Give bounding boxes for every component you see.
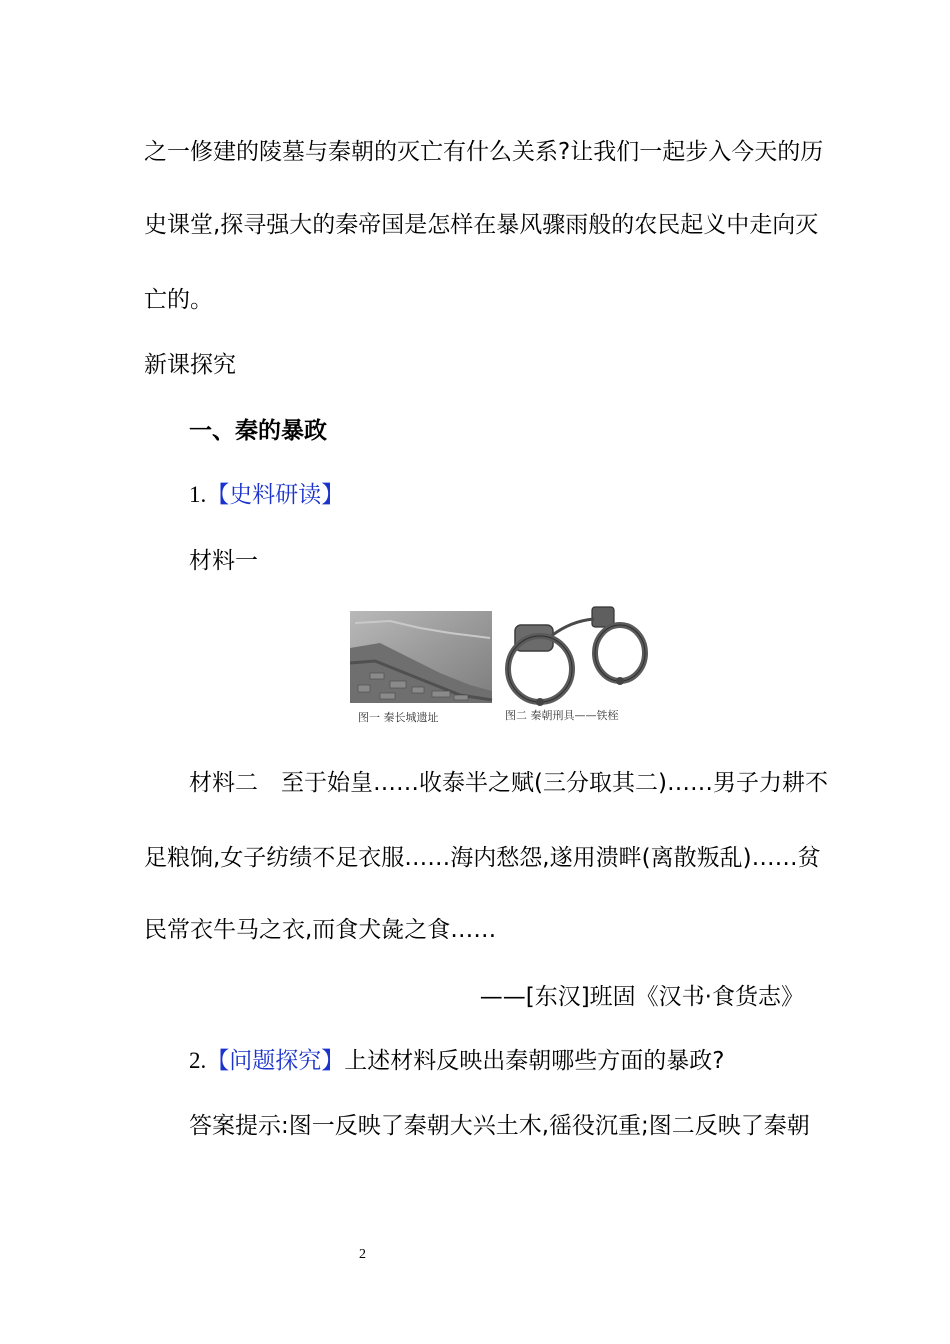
iron-shackles-photo <box>498 603 650 706</box>
intro-line-3: 亡的。 <box>144 287 213 313</box>
page-number: 2 <box>359 1247 366 1262</box>
item-2 <box>189 1046 724 1076</box>
intro-line-1: 之一修建的陵墓与秦朝的灭亡有什么关系?让我们一起步入今天的历 <box>144 139 824 165</box>
item-1 <box>189 480 344 510</box>
answer-line-1: 答案提示:图一反映了秦朝大兴土木,徭役沉重;图二反映了秦朝 <box>189 1113 810 1139</box>
item-2-question: 上述材料反映出秦朝哪些方面的暴政? <box>344 1048 725 1074</box>
section-label: 新课探究 <box>144 352 236 378</box>
material-2-line-1: 材料二 至于始皇……收泰半之赋(三分取其二)……男子力耕不 <box>189 770 828 796</box>
material-2-line-3: 民常衣牛马之衣,而食犬彘之食…… <box>144 917 497 943</box>
figure-illustrations <box>350 603 650 731</box>
item-1-tag: 【史料研读】 <box>206 482 345 508</box>
material-2-source: ——[东汉]班固《汉书·食货志》 <box>479 984 804 1010</box>
section-heading: 一、秦的暴政 <box>189 418 327 444</box>
material-2-line-2: 足粮饷,女子纺绩不足衣服……海内愁怨,遂用溃畔(离散叛乱)……贫 <box>144 845 821 871</box>
item-2-number: 2. <box>189 1048 207 1073</box>
intro-line-2: 史课堂,探寻强大的秦帝国是怎样在暴风骤雨般的农民起义中走向灭 <box>144 212 819 238</box>
material-1-label: 材料一 <box>189 548 258 574</box>
item-1-number: 1. <box>189 482 207 507</box>
great-wall-ruins-photo <box>350 611 492 703</box>
figure-caption-1: 图一 秦长城遗址 <box>358 711 439 724</box>
figure-caption-2: 图二 秦朝刑具——铁桎 <box>505 709 619 722</box>
item-2-tag: 【问题探究】 <box>206 1048 345 1074</box>
